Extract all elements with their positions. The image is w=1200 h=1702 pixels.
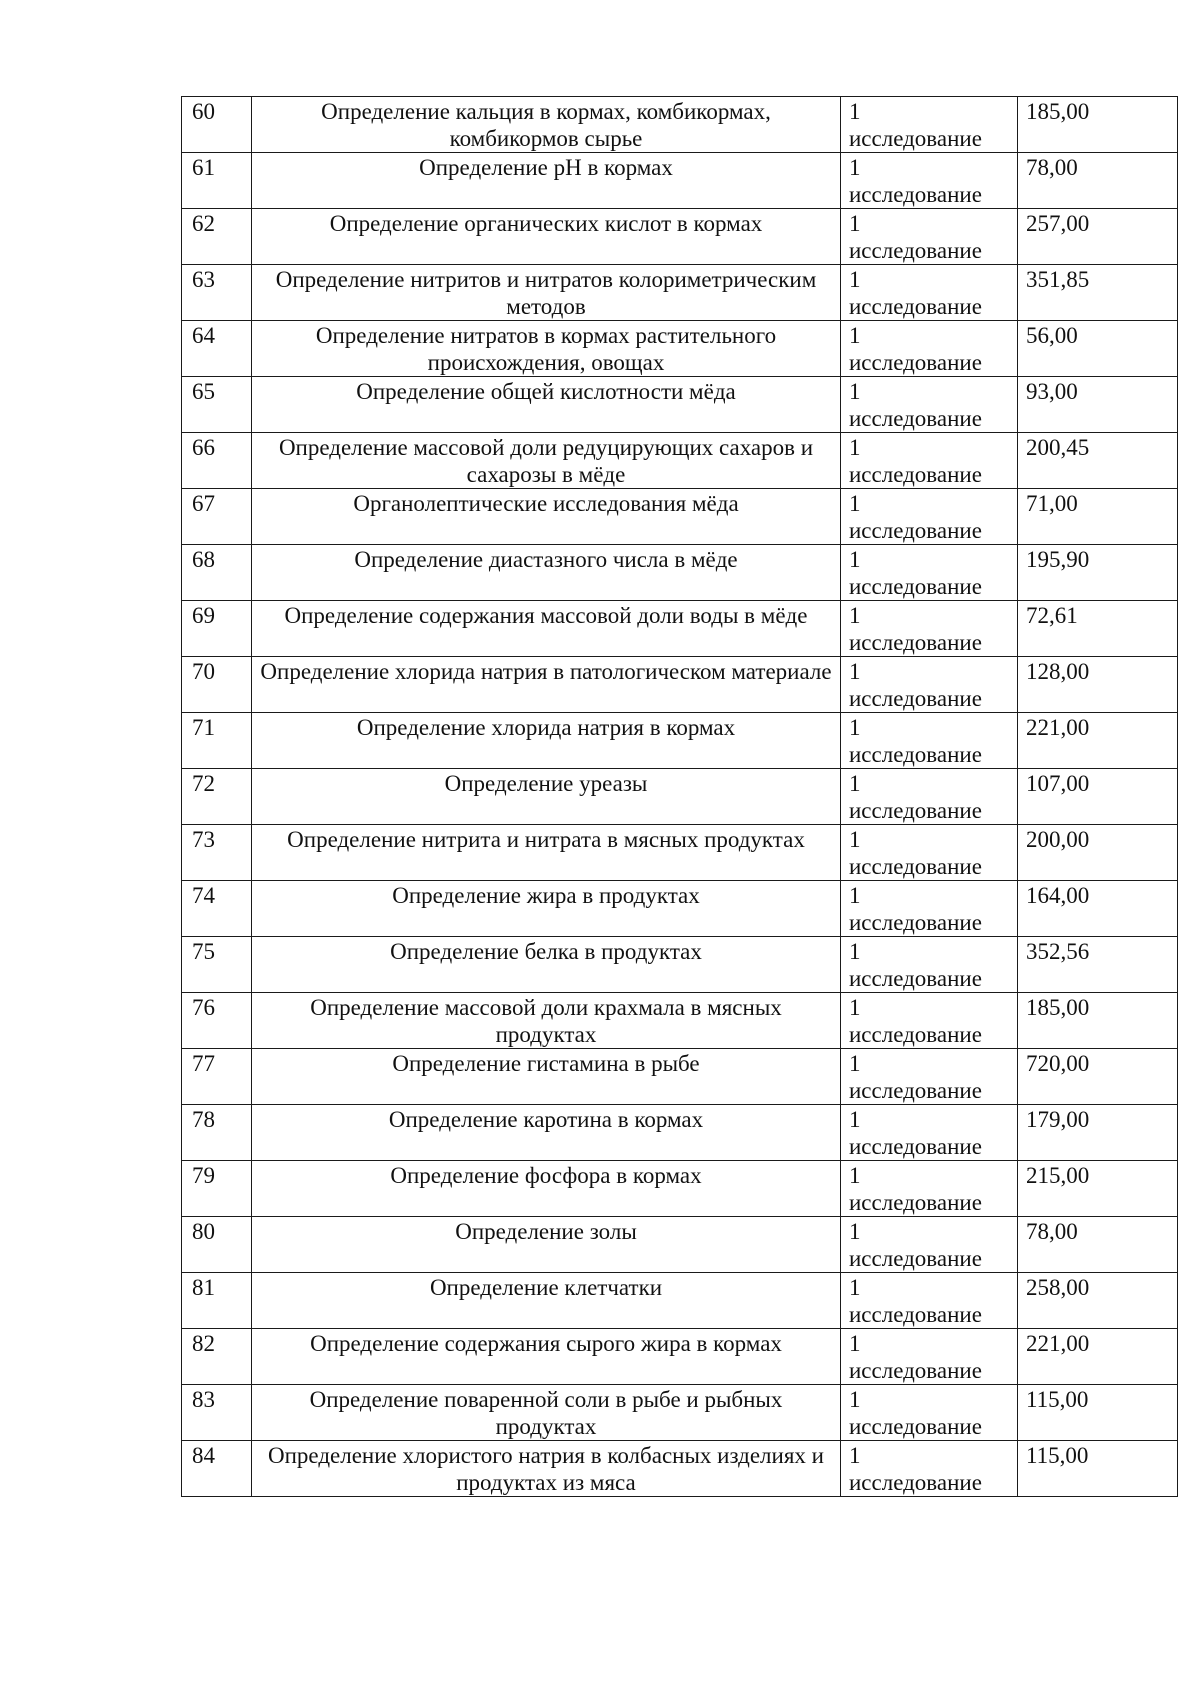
unit-label: исследование [849,1470,982,1495]
unit-cell [841,1385,1018,1441]
price: 221,00 [1018,713,1178,769]
service-name: Определение органических кислот в кормах [252,209,841,265]
service-name: Определение массовой доли крахмала в мясных продуктах [252,993,841,1049]
table-row [182,993,1178,1049]
table-row [182,377,1178,433]
row-number: 69 [182,601,252,657]
unit-label: исследование [849,126,982,151]
table-row [182,1441,1178,1497]
unit-quantity: 1 [849,1219,861,1244]
table-row [182,153,1178,209]
unit-quantity: 1 [849,603,861,628]
unit-cell [841,377,1018,433]
price: 78,00 [1018,1217,1178,1273]
unit-label: исследование [849,182,982,207]
table-row [182,489,1178,545]
unit-label: исследование [849,742,982,767]
row-number: 62 [182,209,252,265]
unit-cell [841,769,1018,825]
unit-cell [841,937,1018,993]
table-row [182,769,1178,825]
price: 351,85 [1018,265,1178,321]
service-name: Определение нитритов и нитратов колориметрическим методов [252,265,841,321]
service-name: Определение клетчатки [252,1273,841,1329]
table-row [182,713,1178,769]
unit-cell [841,1273,1018,1329]
service-name: Определение золы [252,1217,841,1273]
price: 107,00 [1018,769,1178,825]
service-name: Определение нитратов в кормах растительного происхождения, овощах [252,321,841,377]
unit-label: исследование [849,854,982,879]
unit-label: исследование [849,1078,982,1103]
unit-label: исследование [849,518,982,543]
price: 200,00 [1018,825,1178,881]
row-number: 78 [182,1105,252,1161]
row-number: 70 [182,657,252,713]
price: 128,00 [1018,657,1178,713]
price: 215,00 [1018,1161,1178,1217]
unit-label: исследование [849,462,982,487]
service-name: Определение pH в кормах [252,153,841,209]
unit-cell [841,1217,1018,1273]
unit-quantity: 1 [849,659,861,684]
table-row [182,209,1178,265]
row-number: 79 [182,1161,252,1217]
price: 72,61 [1018,601,1178,657]
unit-label: исследование [849,238,982,263]
unit-quantity: 1 [849,827,861,852]
unit-quantity: 1 [849,1331,861,1356]
service-name: Определение уреазы [252,769,841,825]
price: 185,00 [1018,97,1178,153]
table-row [182,545,1178,601]
service-name: Определение содержания массовой доли воды в мёде [252,601,841,657]
row-number: 60 [182,97,252,153]
price: 720,00 [1018,1049,1178,1105]
price: 56,00 [1018,321,1178,377]
unit-label: исследование [849,630,982,655]
unit-quantity: 1 [849,1275,861,1300]
unit-label: исследование [849,1022,982,1047]
unit-label: исследование [849,1190,982,1215]
unit-cell [841,545,1018,601]
price: 78,00 [1018,153,1178,209]
price: 164,00 [1018,881,1178,937]
service-name: Определение хлорида натрия в патологическом материале [252,657,841,713]
table-row [182,321,1178,377]
price: 179,00 [1018,1105,1178,1161]
unit-label: исследование [849,798,982,823]
table-row [182,1385,1178,1441]
unit-cell [841,265,1018,321]
unit-quantity: 1 [849,323,861,348]
unit-label: исследование [849,350,982,375]
row-number: 66 [182,433,252,489]
row-number: 82 [182,1329,252,1385]
price-table [181,96,1178,1497]
row-number: 67 [182,489,252,545]
service-name: Определение кальция в кормах, комбикормах, комбикормов сырье [252,97,841,153]
unit-cell [841,209,1018,265]
unit-cell [841,1329,1018,1385]
row-number: 72 [182,769,252,825]
unit-label: исследование [849,574,982,599]
unit-label: исследование [849,686,982,711]
row-number: 81 [182,1273,252,1329]
table-row [182,1217,1178,1273]
table-row [182,1049,1178,1105]
price: 93,00 [1018,377,1178,433]
unit-quantity: 1 [849,155,861,180]
table-row [182,265,1178,321]
unit-cell [841,153,1018,209]
price: 115,00 [1018,1385,1178,1441]
service-name: Определение массовой доли редуцирующих сахаров и сахарозы в мёде [252,433,841,489]
price-table-body [182,97,1178,1497]
table-row [182,657,1178,713]
unit-quantity: 1 [849,491,861,516]
table-row [182,601,1178,657]
service-name: Органолептические исследования мёда [252,489,841,545]
service-name: Определение хлористого натрия в колбасных изделиях и продуктах из мяса [252,1441,841,1497]
row-number: 61 [182,153,252,209]
price: 115,00 [1018,1441,1178,1497]
unit-quantity: 1 [849,715,861,740]
service-name: Определение диастазного числа в мёде [252,545,841,601]
row-number: 73 [182,825,252,881]
unit-cell [841,657,1018,713]
row-number: 84 [182,1441,252,1497]
unit-quantity: 1 [849,771,861,796]
row-number: 74 [182,881,252,937]
table-row [182,881,1178,937]
table-row [182,825,1178,881]
price: 258,00 [1018,1273,1178,1329]
row-number: 68 [182,545,252,601]
row-number: 76 [182,993,252,1049]
table-row [182,97,1178,153]
service-name: Определение каротина в кормах [252,1105,841,1161]
row-number: 65 [182,377,252,433]
service-name: Определение общей кислотности мёда [252,377,841,433]
unit-label: исследование [849,1358,982,1383]
service-name: Определение поваренной соли в рыбе и рыбных продуктах [252,1385,841,1441]
unit-label: исследование [849,910,982,935]
unit-cell [841,433,1018,489]
row-number: 75 [182,937,252,993]
unit-cell [841,1441,1018,1497]
table-row [182,937,1178,993]
row-number: 63 [182,265,252,321]
unit-quantity: 1 [849,435,861,460]
unit-label: исследование [849,1246,982,1271]
price: 221,00 [1018,1329,1178,1385]
unit-label: исследование [849,406,982,431]
unit-cell [841,489,1018,545]
unit-label: исследование [849,1414,982,1439]
unit-cell [841,1105,1018,1161]
unit-quantity: 1 [849,939,861,964]
unit-quantity: 1 [849,995,861,1020]
unit-quantity: 1 [849,99,861,124]
unit-cell [841,825,1018,881]
unit-quantity: 1 [849,1107,861,1132]
row-number: 77 [182,1049,252,1105]
unit-label: исследование [849,294,982,319]
unit-cell [841,321,1018,377]
row-number: 71 [182,713,252,769]
unit-quantity: 1 [849,1443,861,1468]
unit-quantity: 1 [849,1387,861,1412]
row-number: 80 [182,1217,252,1273]
service-name: Определение белка в продуктах [252,937,841,993]
unit-label: исследование [849,1134,982,1159]
price: 257,00 [1018,209,1178,265]
unit-quantity: 1 [849,547,861,572]
unit-cell [841,1161,1018,1217]
service-name: Определение жира в продуктах [252,881,841,937]
unit-quantity: 1 [849,211,861,236]
unit-cell [841,1049,1018,1105]
unit-cell [841,993,1018,1049]
price: 195,90 [1018,545,1178,601]
price: 185,00 [1018,993,1178,1049]
table-row [182,1329,1178,1385]
table-row [182,1273,1178,1329]
unit-quantity: 1 [849,1163,861,1188]
service-name: Определение нитрита и нитрата в мясных продуктах [252,825,841,881]
price: 352,56 [1018,937,1178,993]
table-row [182,1161,1178,1217]
service-name: Определение содержания сырого жира в кормах [252,1329,841,1385]
service-name: Определение гистамина в рыбе [252,1049,841,1105]
unit-cell [841,713,1018,769]
row-number: 83 [182,1385,252,1441]
unit-cell [841,601,1018,657]
unit-label: исследование [849,1302,982,1327]
unit-quantity: 1 [849,267,861,292]
table-row [182,433,1178,489]
row-number: 64 [182,321,252,377]
table-row [182,1105,1178,1161]
unit-cell [841,97,1018,153]
unit-quantity: 1 [849,379,861,404]
price: 200,45 [1018,433,1178,489]
unit-quantity: 1 [849,883,861,908]
unit-quantity: 1 [849,1051,861,1076]
unit-label: исследование [849,966,982,991]
service-name: Определение хлорида натрия в кормах [252,713,841,769]
price: 71,00 [1018,489,1178,545]
service-name: Определение фосфора в кормах [252,1161,841,1217]
unit-cell [841,881,1018,937]
